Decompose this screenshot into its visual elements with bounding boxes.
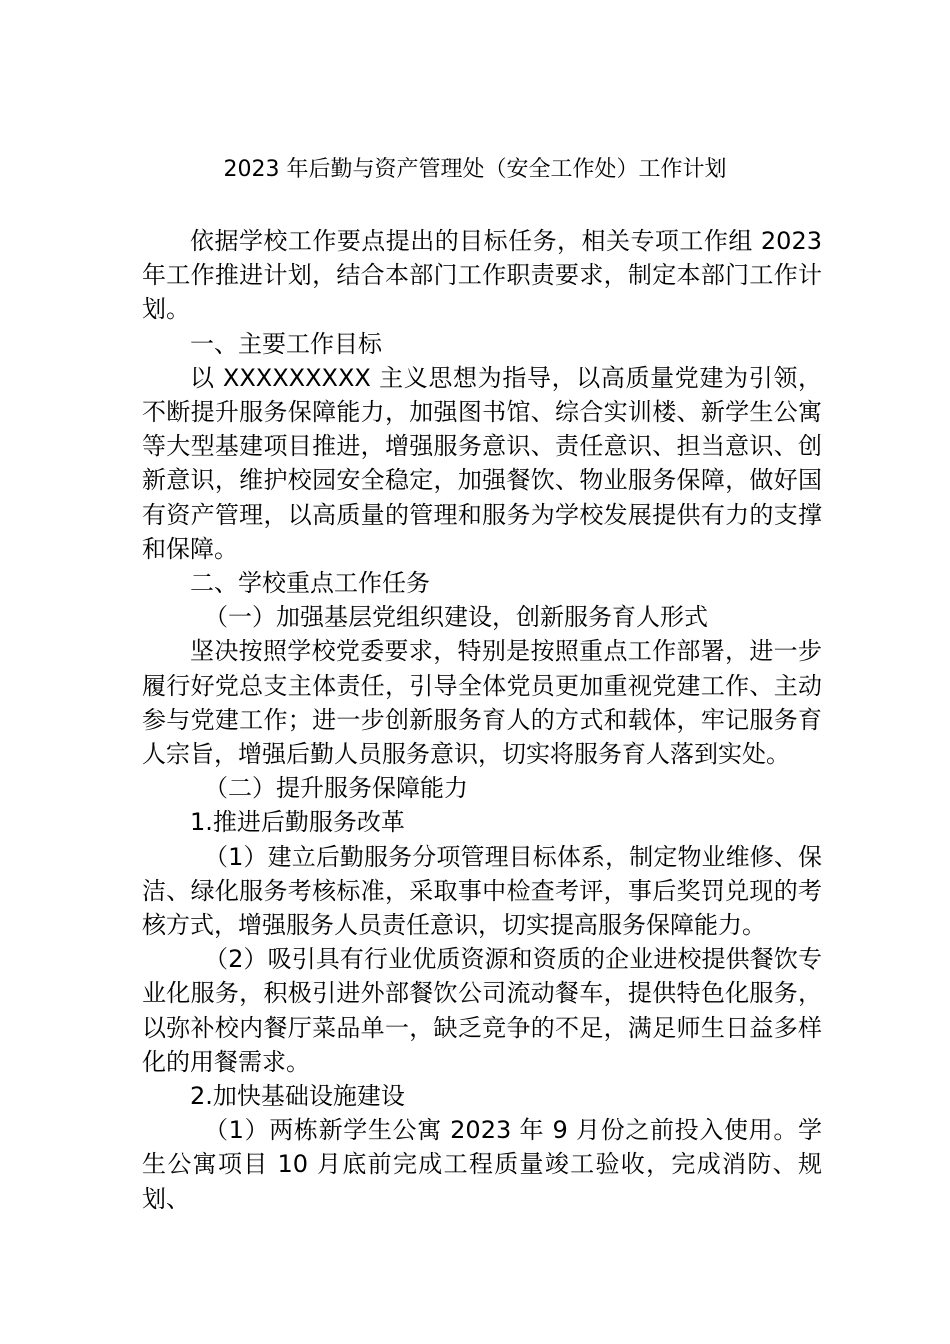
item-1-2-paragraph: （2）吸引具有行业优质资源和资质的企业进校提供餐饮专业化服务，积极引进外部餐饮公司流动餐车，提供特色化服务，以弥补校内餐厅菜品单一，缺乏竞争的不足，满足师生日益多样化的用餐需求。 xyxy=(142,945,822,1076)
item-1-1-paragraph: （1）建立后勤服务分项管理目标体系，制定物业维修、保洁、绿化服务考核标准，采取事中检查考评，事后奖罚兑现的考核方式，增强服务人员责任意识，切实提高服务保障能力。 xyxy=(142,842,822,940)
item-2-1-paragraph: （1）两栋新学生公寓 2023 年 9 月份之前投入使用。学生公寓项目 10 月底前完成工程质量竣工验收，完成消防、规划、 xyxy=(142,1116,822,1213)
document-body xyxy=(142,224,822,1216)
intro-paragraph: 依据学校工作要点提出的目标任务，相关专项工作组 2023 年工作推进计划，结合本部门工作职责要求，制定本部门工作计划。 xyxy=(142,227,822,324)
subsection-1-paragraph: 坚决按照学校党委要求，特别是按照重点工作部署，进一步履行好党总支主体责任，引导全体党员更加重视党建工作、主动参与党建工作；进一步创新服务育人的方式和载体，牢记服务育人宗旨，增强后勤人员服务意识，切实将服务育人落到实处。 xyxy=(142,637,822,769)
subsection-heading-2: （二）提升服务保障能力 xyxy=(204,774,468,803)
item-heading-2: 2.加快基础设施建设 xyxy=(190,1082,405,1111)
section-heading-2: 二、学校重点工作任务 xyxy=(190,569,430,598)
subsection-heading-1: （一）加强基层党组织建设，创新服务育人形式 xyxy=(204,603,708,632)
section-1-paragraph: 以 XXXXXXXXX 主义思想为指导，以高质量党建为引领，不断提升服务保障能力，加强图书馆、综合实训楼、新学生公寓等大型基建项目推进，增强服务意识、责任意识、担当意识、创新意识，维护校园安全稳定，加强餐饮、物业服务保障，做好国有资产管理，以高质量的管理和服务为学校发展提供有力的支撑和保障。 xyxy=(142,363,822,563)
section-heading-1: 一、主要工作目标 xyxy=(190,329,382,358)
document-title: 2023 年后勤与资产管理处（安全工作处）工作计划 xyxy=(223,157,727,182)
item-heading-1: 1.推进后勤服务改革 xyxy=(190,808,405,837)
